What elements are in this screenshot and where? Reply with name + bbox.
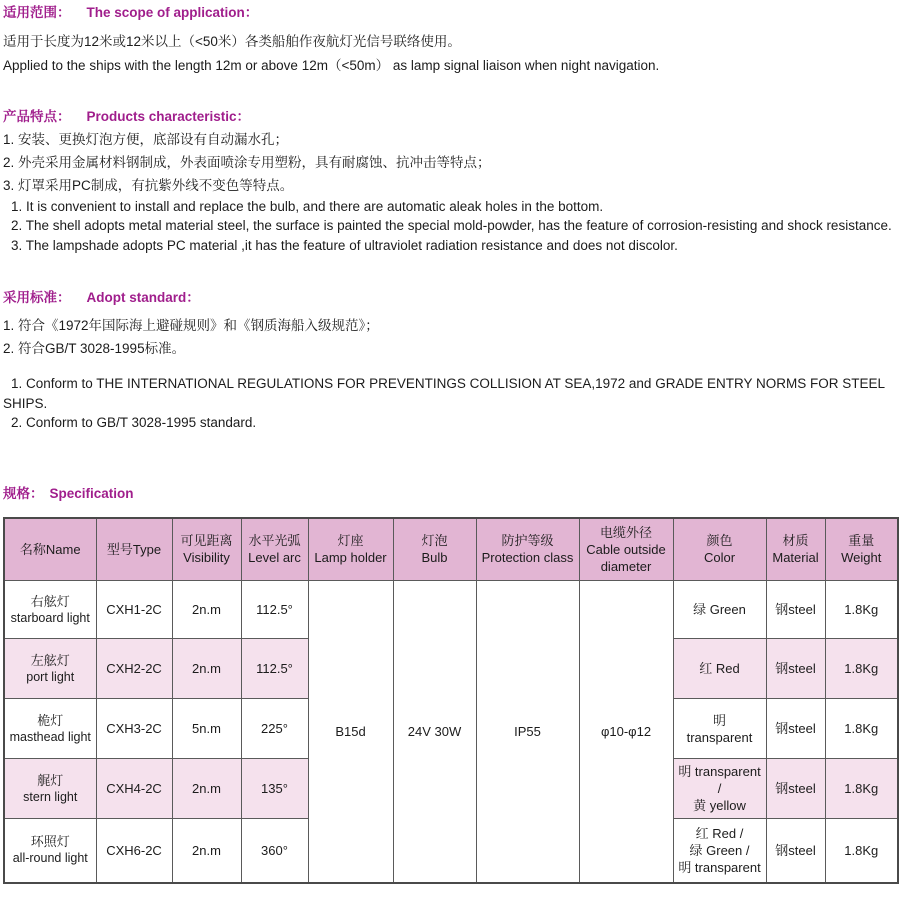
cell-name: 桅灯 masthead light [4, 699, 96, 759]
cell-protection-class-merged: IP55 [476, 581, 579, 883]
col-header-lamp-holder: 灯座 Lamp holder [308, 518, 393, 581]
col-header-type: 型号Type [96, 518, 172, 581]
cell-visibility: 5n.m [172, 699, 241, 759]
col-header-visibility: 可见距离 Visibility [172, 518, 241, 581]
cell-type: CXH2-2C [96, 639, 172, 699]
section-scope [3, 4, 898, 76]
cell-weight: 1.8Kg [825, 639, 898, 699]
products-item-en-1: 1. It is convenient to install and replace the bulb, and there are automatic aleak holes in the bottom. [11, 198, 604, 214]
cell-visibility: 2n.m [172, 819, 241, 883]
scope-heading [3, 4, 898, 21]
products-heading-zh: 产品特点： [3, 108, 71, 124]
col-header-protection-class: 防护等级 Protection class [476, 518, 579, 581]
cell-visibility: 2n.m [172, 581, 241, 639]
cell-level-arc: 112.5° [241, 639, 308, 699]
spec-heading-en: Specification [49, 485, 134, 501]
cell-level-arc: 360° [241, 819, 308, 883]
products-heading-en: Products characteristic： [86, 108, 251, 124]
specification-table [3, 517, 899, 884]
cell-weight: 1.8Kg [825, 759, 898, 819]
cell-level-arc: 225° [241, 699, 308, 759]
products-item-zh-3: 3. 灯罩采用PC制成，有抗紫外线不变色等特点。 [3, 177, 294, 193]
products-heading [3, 108, 898, 125]
cell-level-arc: 112.5° [241, 581, 308, 639]
cell-lamp-holder-merged: B15d [308, 581, 393, 883]
spec-heading [3, 485, 898, 502]
standard-items-en [3, 374, 898, 433]
scope-body-zh: 适用于长度为12米或12米以上（<50米）各类船舶作夜航灯光信号联络使用。 [3, 34, 461, 49]
standard-heading-zh: 采用标准： [3, 290, 71, 305]
cell-color: 明 transparent / 黄 yellow [673, 759, 766, 819]
section-products [3, 108, 898, 256]
products-items-zh [3, 128, 898, 197]
products-item-en-3: 3. The lampshade adopts PC material ,it has the feature of ultraviolet radiation resistance and does not discolor. [11, 237, 678, 253]
cell-cable-diameter-merged: φ10-φ12 [579, 581, 673, 883]
standard-items-zh [3, 314, 898, 360]
section-standard [3, 289, 898, 433]
cell-name: 左舷灯 port light [4, 639, 96, 699]
col-header-weight: 重量 Weight [825, 518, 898, 581]
products-item-zh-1: 1. 安装、更换灯泡方便，底部设有自动漏水孔； [3, 131, 289, 147]
cell-material: 钢steel [766, 819, 825, 883]
cell-name: 右舷灯 starboard light [4, 581, 96, 639]
cell-visibility: 2n.m [172, 759, 241, 819]
standard-item-en-1: 1. Conform to THE INTERNATIONAL REGULATIONS FOR PREVENTINGS COLLISION AT SEA,1972 and GRADE ENTRY NORMS FOR STEEL SHIPS. [3, 376, 885, 411]
section-specification [3, 485, 898, 884]
cell-name: 环照灯 all-round light [4, 819, 96, 883]
products-items-en [3, 197, 898, 256]
standard-heading-en: Adopt standard： [86, 290, 200, 305]
col-header-level-arc: 水平光弧 Level arc [241, 518, 308, 581]
cell-color: 红 Red [673, 639, 766, 699]
cell-color: 红 Red / 绿 Green / 明 transparent [673, 819, 766, 883]
col-header-color: 颜色 Color [673, 518, 766, 581]
table-row-starboard-light [4, 581, 898, 639]
cell-weight: 1.8Kg [825, 819, 898, 883]
cell-material: 钢steel [766, 639, 825, 699]
standard-heading [3, 289, 898, 306]
cell-weight: 1.8Kg [825, 581, 898, 639]
products-item-en-2: 2. The shell adopts metal material steel, the surface is painted the special mold-powder, has the feature of corrosion-resisting and shock resistance. [11, 218, 892, 233]
col-header-name: 名称Name [4, 518, 96, 581]
col-header-cable-diameter: 电缆外径 Cable outside diameter [579, 518, 673, 581]
cell-level-arc: 135° [241, 759, 308, 819]
col-header-bulb: 灯泡 Bulb [393, 518, 476, 581]
cell-color: 明 transparent [673, 699, 766, 759]
cell-visibility: 2n.m [172, 639, 241, 699]
spec-heading-zh: 规格： [3, 485, 44, 501]
cell-material: 钢steel [766, 699, 825, 759]
table-header-row [4, 518, 898, 581]
scope-heading-en: The scope of application： [86, 5, 259, 20]
cell-name: 艉灯 stern light [4, 759, 96, 819]
cell-material: 钢steel [766, 759, 825, 819]
standard-item-zh-2: 2. 符合GB/T 3028-1995标准。 [3, 341, 186, 356]
scope-body-en: Applied to the ships with the length 12m or above 12m（<50m） as lamp signal liaison when night navigation. [3, 58, 660, 73]
cell-type: CXH4-2C [96, 759, 172, 819]
col-header-material: 材质 Material [766, 518, 825, 581]
cell-type: CXH6-2C [96, 819, 172, 883]
products-item-zh-2: 2. 外壳采用金属材料钢制成，外表面喷涂专用塑粉，具有耐腐蚀、抗冲击等特点； [3, 154, 491, 170]
scope-heading-zh: 适用范围： [3, 5, 71, 20]
cell-color: 绿 Green [673, 581, 766, 639]
standard-item-en-2: 2. Conform to GB/T 3028-1995 standard. [11, 415, 257, 430]
standard-item-zh-1: 1. 符合《1972年国际海上避碰规则》和《钢质海船入级规范》； [3, 318, 379, 333]
cell-type: CXH3-2C [96, 699, 172, 759]
cell-weight: 1.8Kg [825, 699, 898, 759]
cell-type: CXH1-2C [96, 581, 172, 639]
cell-bulb-merged: 24V 30W [393, 581, 476, 883]
cell-material: 钢steel [766, 581, 825, 639]
